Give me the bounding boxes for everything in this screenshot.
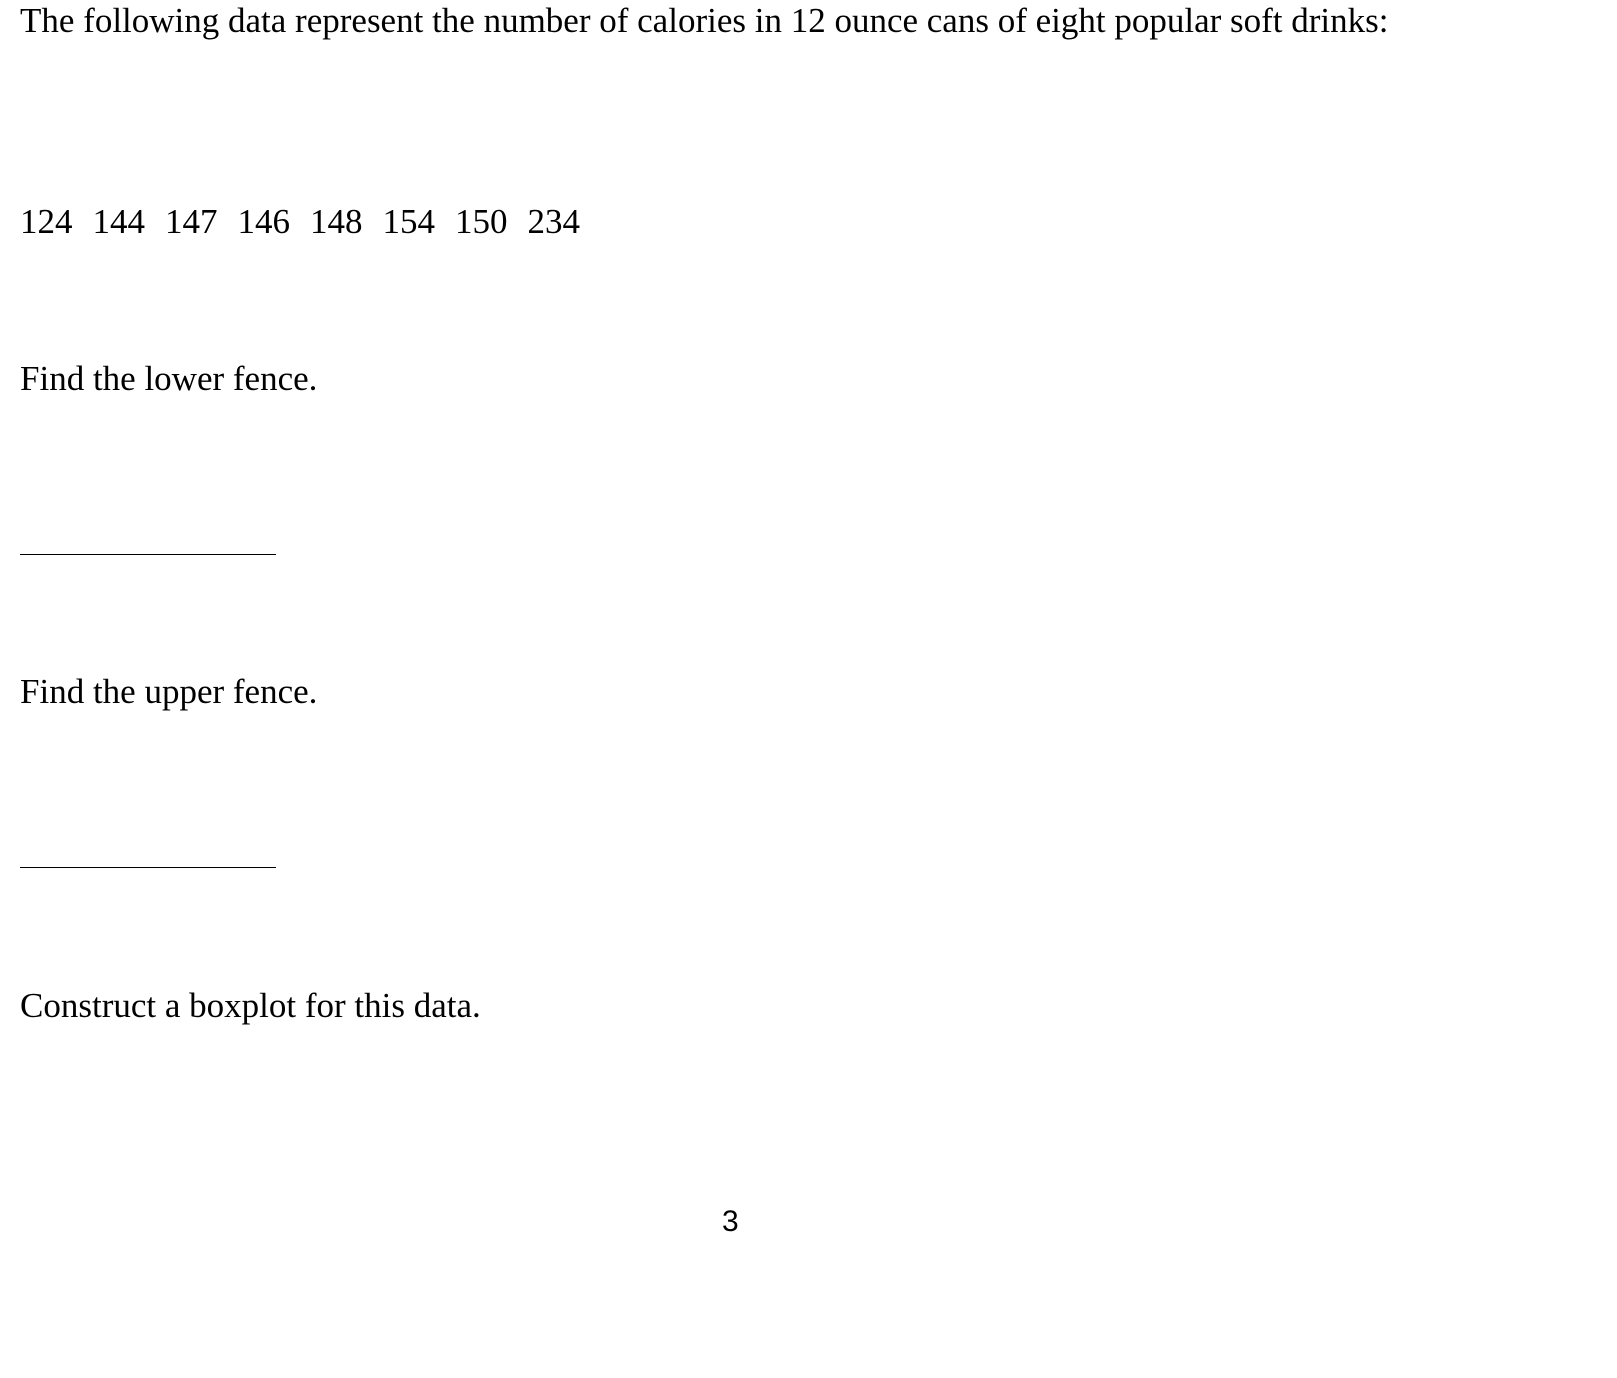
question-upper-fence: Find the upper fence. xyxy=(20,672,318,711)
data-value: 150 xyxy=(455,202,508,241)
data-value: 148 xyxy=(310,202,363,241)
answer-blank-upper-fence[interactable] xyxy=(20,867,276,868)
answer-blank-lower-fence[interactable] xyxy=(20,554,276,555)
data-value: 124 xyxy=(20,202,73,241)
problem-intro: The following data represent the number of calories in 12 ounce cans of eight popular soft drinks: xyxy=(20,1,1389,40)
calorie-data-list xyxy=(20,201,600,243)
page-number: 3 xyxy=(722,1205,739,1238)
data-value: 144 xyxy=(92,202,145,241)
data-value: 234 xyxy=(527,202,580,241)
question-lower-fence: Find the lower fence. xyxy=(20,359,318,398)
data-value: 154 xyxy=(382,202,435,241)
data-value: 146 xyxy=(237,202,290,241)
data-value: 147 xyxy=(165,202,218,241)
question-boxplot: Construct a boxplot for this data. xyxy=(20,986,481,1025)
